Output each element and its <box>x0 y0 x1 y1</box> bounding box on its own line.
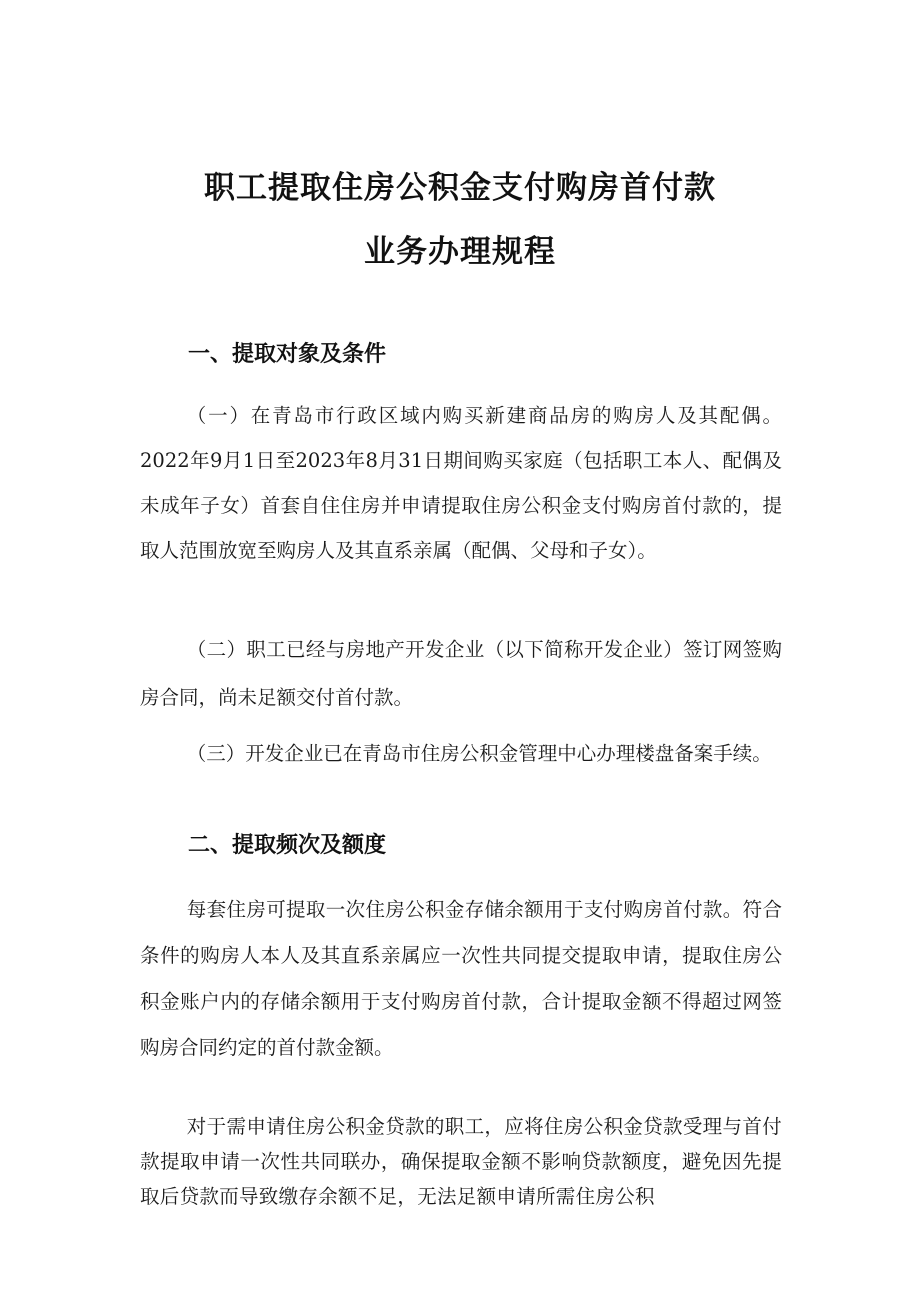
section-2-paragraph-1: 每套住房可提取一次住房公积金存储余额用于支付购房首付款。符合条件的购房人本人及其直系亲属应一次性共同提交提取申请，提取住房公积金账户内的存储余额用于支付购房首付款，合计提取金额不得超过网签购房合同约定的首付款金额。 <box>140 898 782 1059</box>
section-2-heading: 二、提取频次及额度 <box>188 833 387 858</box>
section-1-heading: 一、提取对象及条件 <box>188 342 387 367</box>
document-title-line-1: 职工提取住房公积金支付购房首付款 <box>204 170 716 206</box>
section-1-item-3: （三）开发企业已在青岛市住房公积金管理中心办理楼盘备案手续。 <box>186 742 772 765</box>
section-1-item-2: （二）职工已经与房地产开发企业（以下简称开发企业）签订网签购房合同，尚未足额交付首付款。 <box>140 638 782 709</box>
document-title-line-2: 业务办理规程 <box>364 234 556 270</box>
section-2-paragraph-2: 对于需申请住房公积金贷款的职工，应将住房公积金贷款受理与首付款提取申请一次性共同联办，确保提取金额不影响贷款额度，避免因先提取后贷款而导致缴存余额不足，无法足额申请所需住房公积 <box>140 1115 782 1208</box>
section-1-item-1: （一）在青岛市行政区域内购买新建商品房的购房人及其配偶。2022年9月1日至2023年8月31日期间购买家庭（包括职工本人、配偶及未成年子女）首套自住住房并申请提取住房公积金支付购房首付款的，提取人范围放宽至购房人及其直系亲属（配偶、父母和子女）。 <box>140 404 782 562</box>
